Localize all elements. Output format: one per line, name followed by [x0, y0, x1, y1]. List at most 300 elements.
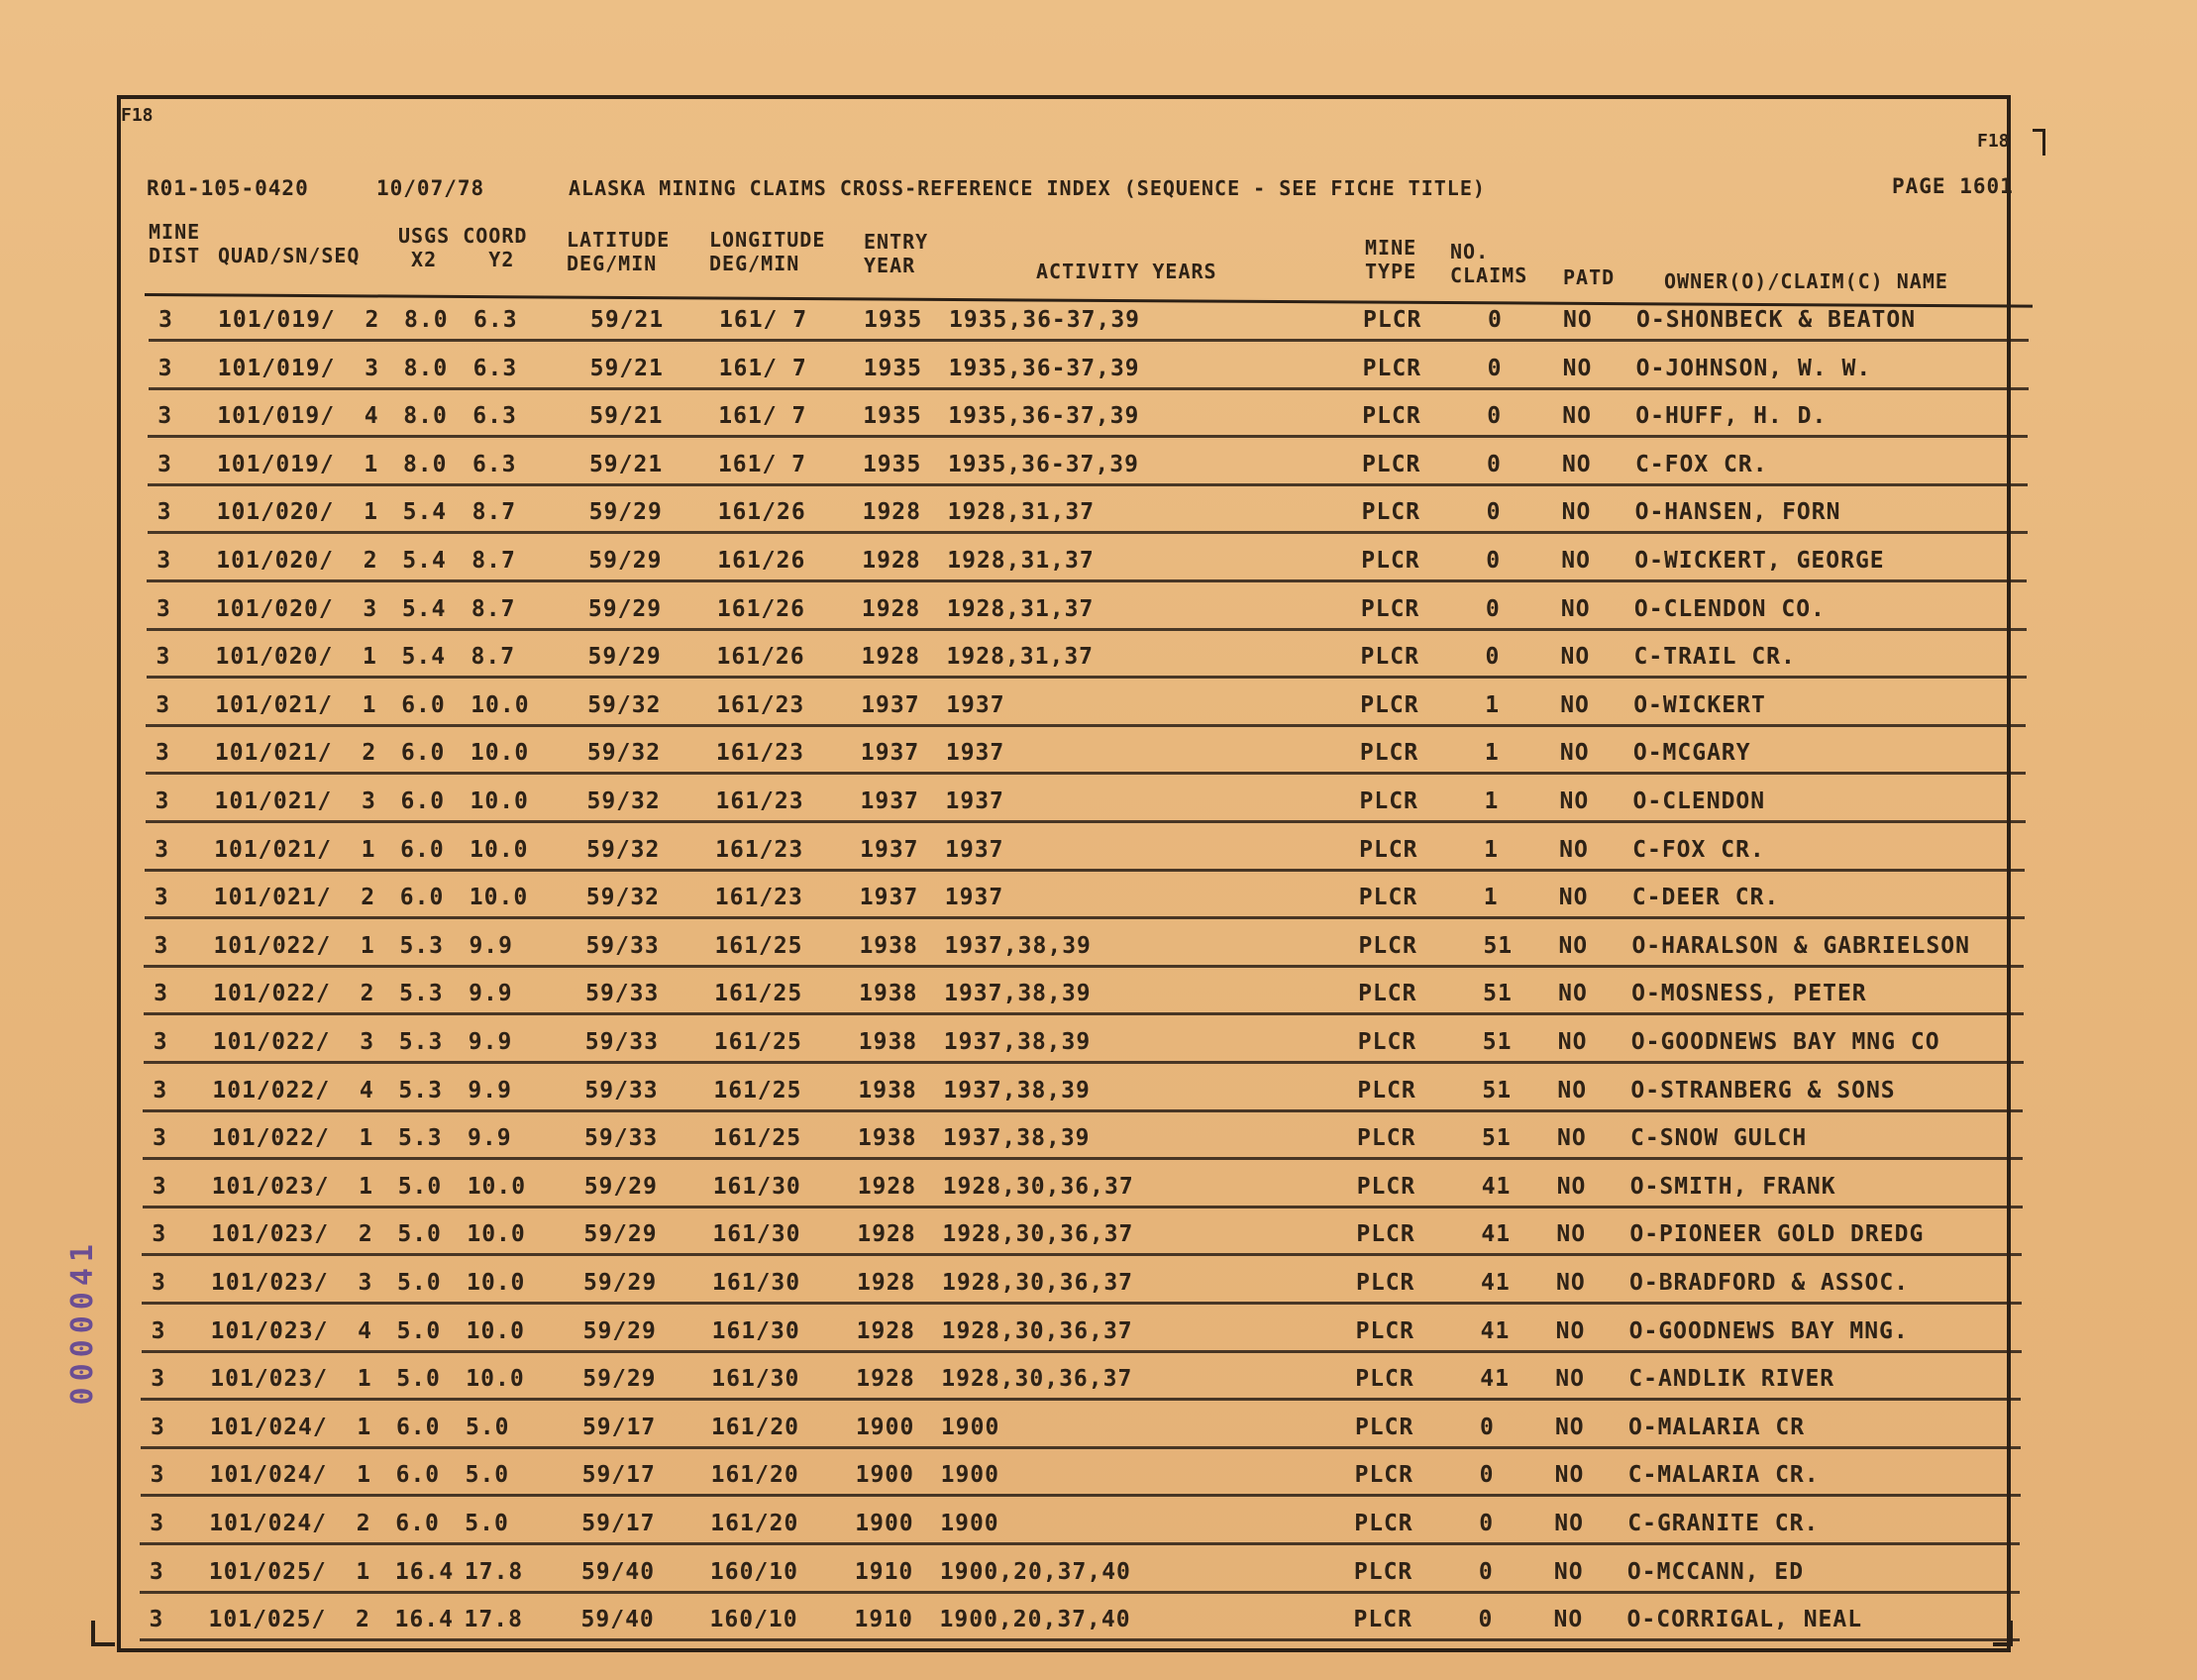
cell-mine-dist: 3 — [152, 1270, 166, 1296]
cell-entry-year: 1937 — [860, 740, 920, 767]
cell-patd: NO — [1556, 1173, 1587, 1200]
cell-latitude: 59/29 — [582, 1317, 657, 1344]
cell-owner-claim-name: O-MCCANN, ED — [1626, 1558, 1805, 1585]
cell-quad-sn-seq: 101/022/ 1 — [212, 1125, 374, 1152]
row-rule — [144, 1012, 2024, 1015]
cell-usgs-y2: 17.8 — [464, 1607, 523, 1633]
report-date: 10/07/78 — [376, 176, 485, 200]
cell-owner-claim-name: O-SHONBECK & BEATON — [1636, 307, 1917, 333]
cell-usgs-x2: 5.4 — [401, 595, 447, 622]
row-rule — [145, 869, 2025, 872]
cell-mine-type: PLCR — [1362, 403, 1421, 430]
cell-mine-type: PLCR — [1361, 548, 1420, 574]
table-row — [0, 391, 2197, 439]
cell-no-claims: 1 — [1485, 691, 1501, 718]
cell-entry-year: 1928 — [862, 499, 921, 526]
table-row — [0, 873, 2197, 920]
cell-longitude: 161/ 7 — [718, 355, 807, 381]
col-usgs-coord: USGS COORD X2 Y2 — [398, 224, 528, 271]
table-row — [0, 1595, 2197, 1642]
cell-latitude: 59/17 — [581, 1511, 656, 1536]
cell-longitude: 161/23 — [715, 788, 804, 814]
cell-mine-type: PLCR — [1356, 1270, 1415, 1296]
cell-usgs-y2: 10.0 — [467, 1270, 526, 1296]
cell-quad-sn-seq: 101/022/ 4 — [212, 1077, 374, 1103]
cell-mine-dist: 3 — [157, 355, 173, 381]
row-rule — [149, 339, 2029, 342]
cell-latitude: 59/21 — [590, 307, 665, 333]
table-row — [0, 1162, 2197, 1209]
cell-usgs-x2: 5.3 — [398, 1125, 443, 1152]
cell-entry-year: 1937 — [860, 836, 919, 863]
cell-no-claims: 0 — [1479, 1414, 1495, 1440]
cell-activity-years: 1928,30,36,37 — [941, 1366, 1133, 1393]
cell-owner-claim-name: O-JOHNSON, W. W. — [1635, 355, 1872, 381]
cell-activity-years: 1928,31,37 — [947, 548, 1095, 574]
cell-quad-sn-seq: 101/022/ 2 — [213, 981, 375, 1007]
cell-entry-year: 1938 — [859, 932, 918, 959]
table-row — [0, 825, 2197, 873]
cell-longitude: 161/26 — [716, 595, 805, 622]
cell-mine-dist: 3 — [155, 836, 169, 863]
cell-owner-claim-name: O-SMITH, FRANK — [1629, 1173, 1836, 1200]
cell-no-claims: 0 — [1486, 451, 1502, 477]
cell-quad-sn-seq: 101/020/ 1 — [215, 644, 377, 671]
cell-quad-sn-seq: 101/023/ 2 — [211, 1221, 373, 1248]
cell-mine-type: PLCR — [1357, 1125, 1416, 1152]
cell-mine-dist: 3 — [158, 307, 173, 333]
cell-latitude: 59/33 — [585, 981, 660, 1007]
cell-mine-dist: 3 — [157, 403, 173, 430]
cell-mine-dist: 3 — [154, 932, 169, 959]
cell-no-claims: 51 — [1483, 932, 1514, 959]
cell-mine-type: PLCR — [1358, 885, 1418, 911]
cell-activity-years: 1928,30,36,37 — [942, 1270, 1134, 1296]
cell-usgs-y2: 10.0 — [469, 885, 529, 911]
cell-patd: NO — [1559, 788, 1590, 814]
cell-mine-dist: 3 — [149, 1607, 164, 1633]
cell-activity-years: 1900,20,37,40 — [939, 1607, 1131, 1633]
cell-latitude: 59/29 — [583, 1270, 658, 1296]
cell-mine-dist: 3 — [156, 644, 171, 671]
cell-latitude: 59/29 — [588, 548, 663, 574]
corner-code-left: F18 — [121, 105, 154, 126]
table-row — [0, 1017, 2197, 1065]
table-row — [0, 1547, 2197, 1595]
row-rule — [142, 1350, 2022, 1353]
cell-activity-years: 1935,36-37,39 — [948, 355, 1140, 381]
cell-latitude: 59/29 — [583, 1173, 658, 1200]
cell-owner-claim-name: O-CLENDON CO. — [1633, 595, 1826, 622]
cell-owner-claim-name: O-WICKERT — [1633, 691, 1766, 718]
cell-usgs-y2: 17.8 — [464, 1558, 524, 1585]
cell-quad-sn-seq: 101/021/ 2 — [213, 885, 376, 911]
cell-no-claims: 41 — [1480, 1366, 1510, 1393]
cell-no-claims: 1 — [1484, 836, 1499, 863]
cell-latitude: 59/33 — [584, 1125, 659, 1152]
cell-no-claims: 1 — [1484, 740, 1500, 767]
cell-mine-type: PLCR — [1362, 355, 1422, 381]
cell-patd: NO — [1558, 932, 1589, 959]
cell-longitude: 161/30 — [712, 1221, 801, 1248]
cell-patd: NO — [1559, 740, 1590, 767]
cell-owner-claim-name: C-SNOW GULCH — [1630, 1125, 1808, 1152]
cell-usgs-y2: 6.3 — [472, 355, 518, 381]
cell-entry-year: 1928 — [861, 644, 920, 671]
col-longitude: LONGITUDE DEG/MIN — [709, 228, 826, 275]
cell-usgs-x2: 16.4 — [394, 1558, 455, 1585]
col-quad: QUAD/SN/SEQ — [218, 244, 361, 267]
cell-latitude: 59/21 — [589, 355, 664, 381]
cell-usgs-y2: 10.0 — [470, 788, 529, 814]
cell-mine-dist: 3 — [150, 1511, 165, 1536]
cell-owner-claim-name: O-HUFF, H. D. — [1635, 403, 1828, 430]
cell-no-claims: 1 — [1483, 885, 1499, 911]
cell-activity-years: 1928,31,37 — [947, 499, 1096, 526]
corner-mark-top-right — [2033, 129, 2045, 156]
report-id: R01-105-0420 — [147, 176, 309, 200]
cell-activity-years: 1900,20,37,40 — [939, 1558, 1131, 1585]
cell-usgs-y2: 6.3 — [471, 451, 517, 477]
cell-no-claims: 0 — [1487, 403, 1503, 430]
row-rule — [148, 435, 2028, 438]
cell-longitude: 161/25 — [714, 981, 803, 1007]
cell-activity-years: 1900 — [940, 1511, 999, 1536]
cell-no-claims: 0 — [1485, 595, 1501, 622]
cell-mine-type: PLCR — [1355, 1366, 1414, 1393]
row-rule — [147, 628, 2027, 631]
cell-entry-year: 1938 — [858, 1125, 917, 1152]
row-rule — [141, 1446, 2021, 1449]
cell-latitude: 59/29 — [588, 499, 663, 526]
cell-usgs-y2: 8.7 — [471, 595, 516, 622]
cell-entry-year: 1937 — [861, 691, 920, 718]
cell-activity-years: 1928,31,37 — [946, 644, 1095, 671]
cell-patd: NO — [1558, 885, 1589, 911]
cell-entry-year: 1938 — [858, 1029, 918, 1055]
cell-mine-type: PLCR — [1357, 1029, 1417, 1055]
row-rule — [148, 531, 2028, 534]
cell-quad-sn-seq: 101/023/ 1 — [210, 1366, 372, 1393]
cell-quad-sn-seq: 101/024/ 1 — [209, 1462, 371, 1489]
cell-mine-dist: 3 — [151, 1317, 166, 1344]
cell-usgs-x2: 16.4 — [394, 1607, 454, 1633]
cell-usgs-x2: 5.0 — [397, 1270, 442, 1296]
cell-latitude: 59/40 — [580, 1558, 656, 1585]
cell-owner-claim-name: C-GRANITE CR. — [1627, 1511, 1820, 1536]
cell-mine-type: PLCR — [1358, 932, 1417, 959]
cell-usgs-y2: 10.0 — [466, 1366, 525, 1393]
row-rule — [143, 1206, 2023, 1208]
row-rule — [146, 724, 2026, 727]
col-owner: OWNER(O)/CLAIM(C) NAME — [1664, 269, 1948, 293]
row-rule — [145, 916, 2025, 919]
cell-patd: NO — [1557, 1029, 1588, 1055]
cell-usgs-x2: 5.3 — [399, 932, 444, 959]
cell-activity-years: 1928,30,36,37 — [941, 1317, 1133, 1344]
table-row — [0, 728, 2197, 776]
cell-usgs-x2: 5.0 — [397, 1173, 443, 1200]
row-rule — [140, 1542, 2020, 1545]
col-entry-year: ENTRY YEAR — [864, 230, 929, 277]
cell-no-claims: 0 — [1485, 644, 1501, 671]
cell-activity-years: 1937,38,39 — [944, 981, 1092, 1007]
cell-mine-dist: 3 — [153, 1029, 168, 1055]
cell-quad-sn-seq: 101/020/ 2 — [216, 548, 378, 574]
cell-usgs-y2: 10.0 — [470, 740, 530, 767]
cell-mine-dist: 3 — [156, 595, 171, 622]
cell-usgs-x2: 6.0 — [395, 1511, 440, 1536]
cell-latitude: 59/17 — [581, 1462, 656, 1489]
col-mine-dist: MINE DIST — [149, 220, 201, 267]
cell-mine-type: PLCR — [1360, 691, 1419, 718]
cell-mine-dist: 3 — [152, 1173, 167, 1200]
cell-usgs-x2: 5.3 — [399, 981, 444, 1007]
table-row — [0, 1450, 2197, 1498]
cell-mine-dist: 3 — [155, 740, 170, 767]
row-rule — [143, 1157, 2023, 1160]
cell-latitude: 59/33 — [584, 1029, 659, 1055]
cell-mine-type: PLCR — [1356, 1221, 1415, 1248]
cell-owner-claim-name: O-CORRIGAL, NEAL — [1626, 1607, 1863, 1633]
cell-mine-type: PLCR — [1355, 1317, 1415, 1344]
col-no-claims: NO. CLAIMS — [1450, 240, 1528, 287]
cell-longitude: 161/26 — [717, 548, 806, 574]
cell-quad-sn-seq: 101/021/ 3 — [214, 788, 376, 814]
cell-mine-type: PLCR — [1358, 981, 1417, 1007]
cell-patd: NO — [1554, 1414, 1585, 1440]
row-rule — [147, 579, 2027, 582]
cell-usgs-x2: 8.0 — [403, 355, 449, 381]
col-patd: PATD — [1563, 265, 1616, 289]
cell-mine-dist: 3 — [154, 981, 168, 1007]
cell-quad-sn-seq: 101/025/ 1 — [208, 1558, 371, 1585]
cell-usgs-x2: 5.0 — [396, 1317, 442, 1344]
table-row — [0, 344, 2197, 391]
cell-entry-year: 1938 — [858, 1077, 917, 1103]
corner-code-right: F18 — [1977, 131, 2010, 152]
cell-quad-sn-seq: 101/020/ 1 — [216, 499, 378, 526]
cell-patd: NO — [1561, 548, 1591, 574]
cell-owner-claim-name: C-FOX CR. — [1634, 451, 1768, 477]
cell-owner-claim-name: O-BRADFORD & ASSOC. — [1629, 1270, 1910, 1296]
row-rule — [149, 387, 2029, 390]
cell-patd: NO — [1562, 355, 1593, 381]
cell-activity-years: 1937,38,39 — [943, 1029, 1092, 1055]
cell-latitude: 59/32 — [585, 885, 661, 911]
cell-mine-dist: 3 — [149, 1558, 164, 1585]
table-row — [0, 1354, 2197, 1402]
cell-usgs-x2: 5.4 — [401, 644, 447, 671]
cell-patd: NO — [1555, 1317, 1586, 1344]
cell-no-claims: 41 — [1480, 1317, 1511, 1344]
cell-entry-year: 1900 — [855, 1414, 915, 1440]
cell-latitude: 59/17 — [581, 1414, 657, 1440]
cell-usgs-y2: 5.0 — [465, 1462, 510, 1489]
cell-owner-claim-name: C-TRAIL CR. — [1633, 644, 1796, 671]
row-rule — [140, 1591, 2020, 1594]
row-rule — [146, 772, 2026, 775]
cell-mine-type: PLCR — [1360, 595, 1420, 622]
cell-mine-dist: 3 — [152, 1221, 167, 1248]
cell-entry-year: 1937 — [860, 788, 919, 814]
cell-longitude: 161/ 7 — [718, 403, 807, 430]
cell-quad-sn-seq: 101/020/ 3 — [215, 595, 378, 622]
cell-owner-claim-name: O-GOODNEWS BAY MNG. — [1628, 1317, 1909, 1344]
cell-longitude: 161/ 7 — [719, 307, 808, 333]
cell-usgs-x2: 6.0 — [400, 836, 445, 863]
cell-owner-claim-name: O-HANSEN, FORN — [1634, 499, 1841, 526]
cell-usgs-y2: 8.7 — [471, 548, 516, 574]
cell-longitude: 161/23 — [715, 836, 804, 863]
cell-no-claims: 0 — [1486, 499, 1502, 526]
cell-owner-claim-name: O-CLENDON — [1632, 788, 1766, 814]
cell-usgs-x2: 6.0 — [395, 1462, 441, 1489]
cell-usgs-x2: 5.4 — [402, 499, 448, 526]
cell-entry-year: 1928 — [856, 1366, 915, 1393]
cell-usgs-x2: 8.0 — [403, 403, 448, 430]
cell-usgs-x2: 6.0 — [401, 691, 446, 718]
cell-entry-year: 1928 — [856, 1317, 916, 1344]
cell-no-claims: 0 — [1479, 1462, 1495, 1489]
frame-stamp: 0000041 — [65, 1238, 100, 1406]
cell-longitude: 160/10 — [709, 1607, 798, 1633]
cell-quad-sn-seq: 101/021/ 1 — [214, 836, 376, 863]
cell-usgs-y2: 8.7 — [471, 644, 516, 671]
cell-mine-dist: 3 — [155, 788, 170, 814]
cell-activity-years: 1937 — [945, 740, 1005, 767]
cell-latitude: 59/32 — [586, 740, 662, 767]
row-rule — [140, 1638, 2020, 1641]
cell-quad-sn-seq: 101/021/ 1 — [215, 691, 377, 718]
table-row — [0, 1258, 2197, 1306]
cell-usgs-y2: 10.0 — [466, 1317, 526, 1344]
cell-activity-years: 1937 — [945, 788, 1004, 814]
cell-entry-year: 1935 — [862, 451, 922, 477]
cell-no-claims: 41 — [1481, 1270, 1511, 1296]
cell-mine-type: PLCR — [1359, 836, 1418, 863]
cell-usgs-y2: 9.9 — [468, 1125, 512, 1152]
table-row — [0, 969, 2197, 1016]
cell-patd: NO — [1553, 1558, 1584, 1585]
cell-quad-sn-seq: 101/022/ 3 — [212, 1029, 375, 1055]
cell-latitude: 59/29 — [587, 644, 662, 671]
cell-no-claims: 0 — [1479, 1511, 1495, 1536]
cell-latitude: 59/29 — [583, 1221, 658, 1248]
cell-quad-sn-seq: 101/019/ 4 — [217, 403, 379, 430]
cell-patd: NO — [1559, 836, 1589, 863]
table-row — [0, 921, 2197, 969]
cell-activity-years: 1935,36-37,39 — [948, 403, 1140, 430]
cell-longitude: 161/25 — [713, 1029, 802, 1055]
cell-usgs-y2: 10.0 — [467, 1221, 526, 1248]
cell-longitude: 161/26 — [717, 499, 806, 526]
cell-owner-claim-name: O-MCGARY — [1632, 740, 1751, 767]
cell-owner-claim-name: C-DEER CR. — [1631, 885, 1780, 911]
cell-mine-type: PLCR — [1353, 1607, 1412, 1633]
cell-longitude: 161/30 — [712, 1270, 801, 1296]
cell-longitude: 161/25 — [714, 932, 803, 959]
cell-owner-claim-name: O-MALARIA CR — [1627, 1414, 1806, 1440]
cell-longitude: 160/10 — [709, 1558, 798, 1585]
cell-longitude: 161/23 — [714, 885, 803, 911]
table-row — [0, 487, 2197, 535]
cell-entry-year: 1900 — [855, 1511, 914, 1536]
cell-owner-claim-name: O-HARALSON & GABRIELSON — [1631, 932, 1970, 959]
cell-mine-dist: 3 — [154, 885, 169, 911]
cell-quad-sn-seq: 101/022/ 1 — [213, 932, 375, 959]
row-rule — [143, 1109, 2023, 1112]
cell-patd: NO — [1562, 403, 1592, 430]
cell-no-claims: 0 — [1478, 1607, 1494, 1633]
cell-patd: NO — [1558, 981, 1588, 1007]
cell-mine-type: PLCR — [1354, 1414, 1414, 1440]
cell-patd: NO — [1554, 1462, 1585, 1489]
cell-entry-year: 1938 — [859, 981, 918, 1007]
cell-usgs-y2: 10.0 — [470, 836, 529, 863]
cell-usgs-x2: 6.0 — [400, 788, 446, 814]
cell-activity-years: 1937,38,39 — [943, 1077, 1091, 1103]
cell-no-claims: 51 — [1482, 1125, 1512, 1152]
cell-usgs-y2: 6.3 — [472, 403, 517, 430]
cell-mine-dist: 3 — [156, 691, 171, 718]
cell-longitude: 161/30 — [711, 1366, 800, 1393]
table-row — [0, 536, 2197, 583]
row-rule — [142, 1302, 2022, 1305]
cell-mine-dist: 3 — [157, 548, 172, 574]
cell-quad-sn-seq: 101/019/ 2 — [218, 307, 380, 333]
cell-owner-claim-name: O-WICKERT, GEORGE — [1634, 548, 1885, 574]
table-row — [0, 1113, 2197, 1161]
cell-longitude: 161/20 — [710, 1414, 800, 1440]
cell-entry-year: 1910 — [854, 1607, 913, 1633]
cell-no-claims: 0 — [1487, 355, 1503, 381]
cell-owner-claim-name: C-MALARIA CR. — [1627, 1462, 1820, 1489]
cell-quad-sn-seq: 101/023/ 3 — [211, 1270, 373, 1296]
table-row — [0, 1307, 2197, 1354]
cell-usgs-y2: 9.9 — [468, 1077, 512, 1103]
cell-no-claims: 0 — [1488, 307, 1503, 333]
cell-quad-sn-seq: 101/019/ 1 — [216, 451, 379, 477]
report-title: ALASKA MINING CLAIMS CROSS-REFERENCE INDEX (SEQUENCE - SEE FICHE TITLE) — [569, 176, 1486, 200]
table-row — [0, 1209, 2197, 1257]
cell-longitude: 161/30 — [712, 1173, 801, 1200]
cell-quad-sn-seq: 101/023/ 1 — [211, 1173, 374, 1200]
cell-owner-claim-name: O-STRANBERG & SONS — [1630, 1077, 1896, 1103]
cell-patd: NO — [1560, 595, 1591, 622]
cell-longitude: 161/25 — [713, 1077, 802, 1103]
cell-no-claims: 51 — [1483, 981, 1513, 1007]
cell-mine-dist: 3 — [153, 1077, 168, 1103]
cell-mine-dist: 3 — [157, 499, 172, 526]
cell-usgs-y2: 5.0 — [465, 1511, 509, 1536]
row-rule — [148, 483, 2028, 486]
table-row — [0, 295, 2197, 343]
cell-activity-years: 1900 — [940, 1462, 999, 1489]
cell-mine-dist: 3 — [150, 1414, 165, 1440]
cell-entry-year: 1937 — [859, 885, 919, 911]
cell-usgs-y2: 9.9 — [469, 981, 513, 1007]
cell-no-claims: 0 — [1478, 1558, 1494, 1585]
cell-usgs-x2: 5.4 — [402, 548, 447, 574]
cell-quad-sn-seq: 101/024/ 1 — [209, 1414, 372, 1440]
cell-patd: NO — [1555, 1366, 1585, 1393]
cell-longitude: 161/25 — [713, 1125, 802, 1152]
cell-usgs-y2: 9.9 — [469, 932, 513, 959]
cell-activity-years: 1928,31,37 — [946, 595, 1095, 622]
cell-patd: NO — [1557, 1077, 1588, 1103]
cell-patd: NO — [1560, 644, 1591, 671]
